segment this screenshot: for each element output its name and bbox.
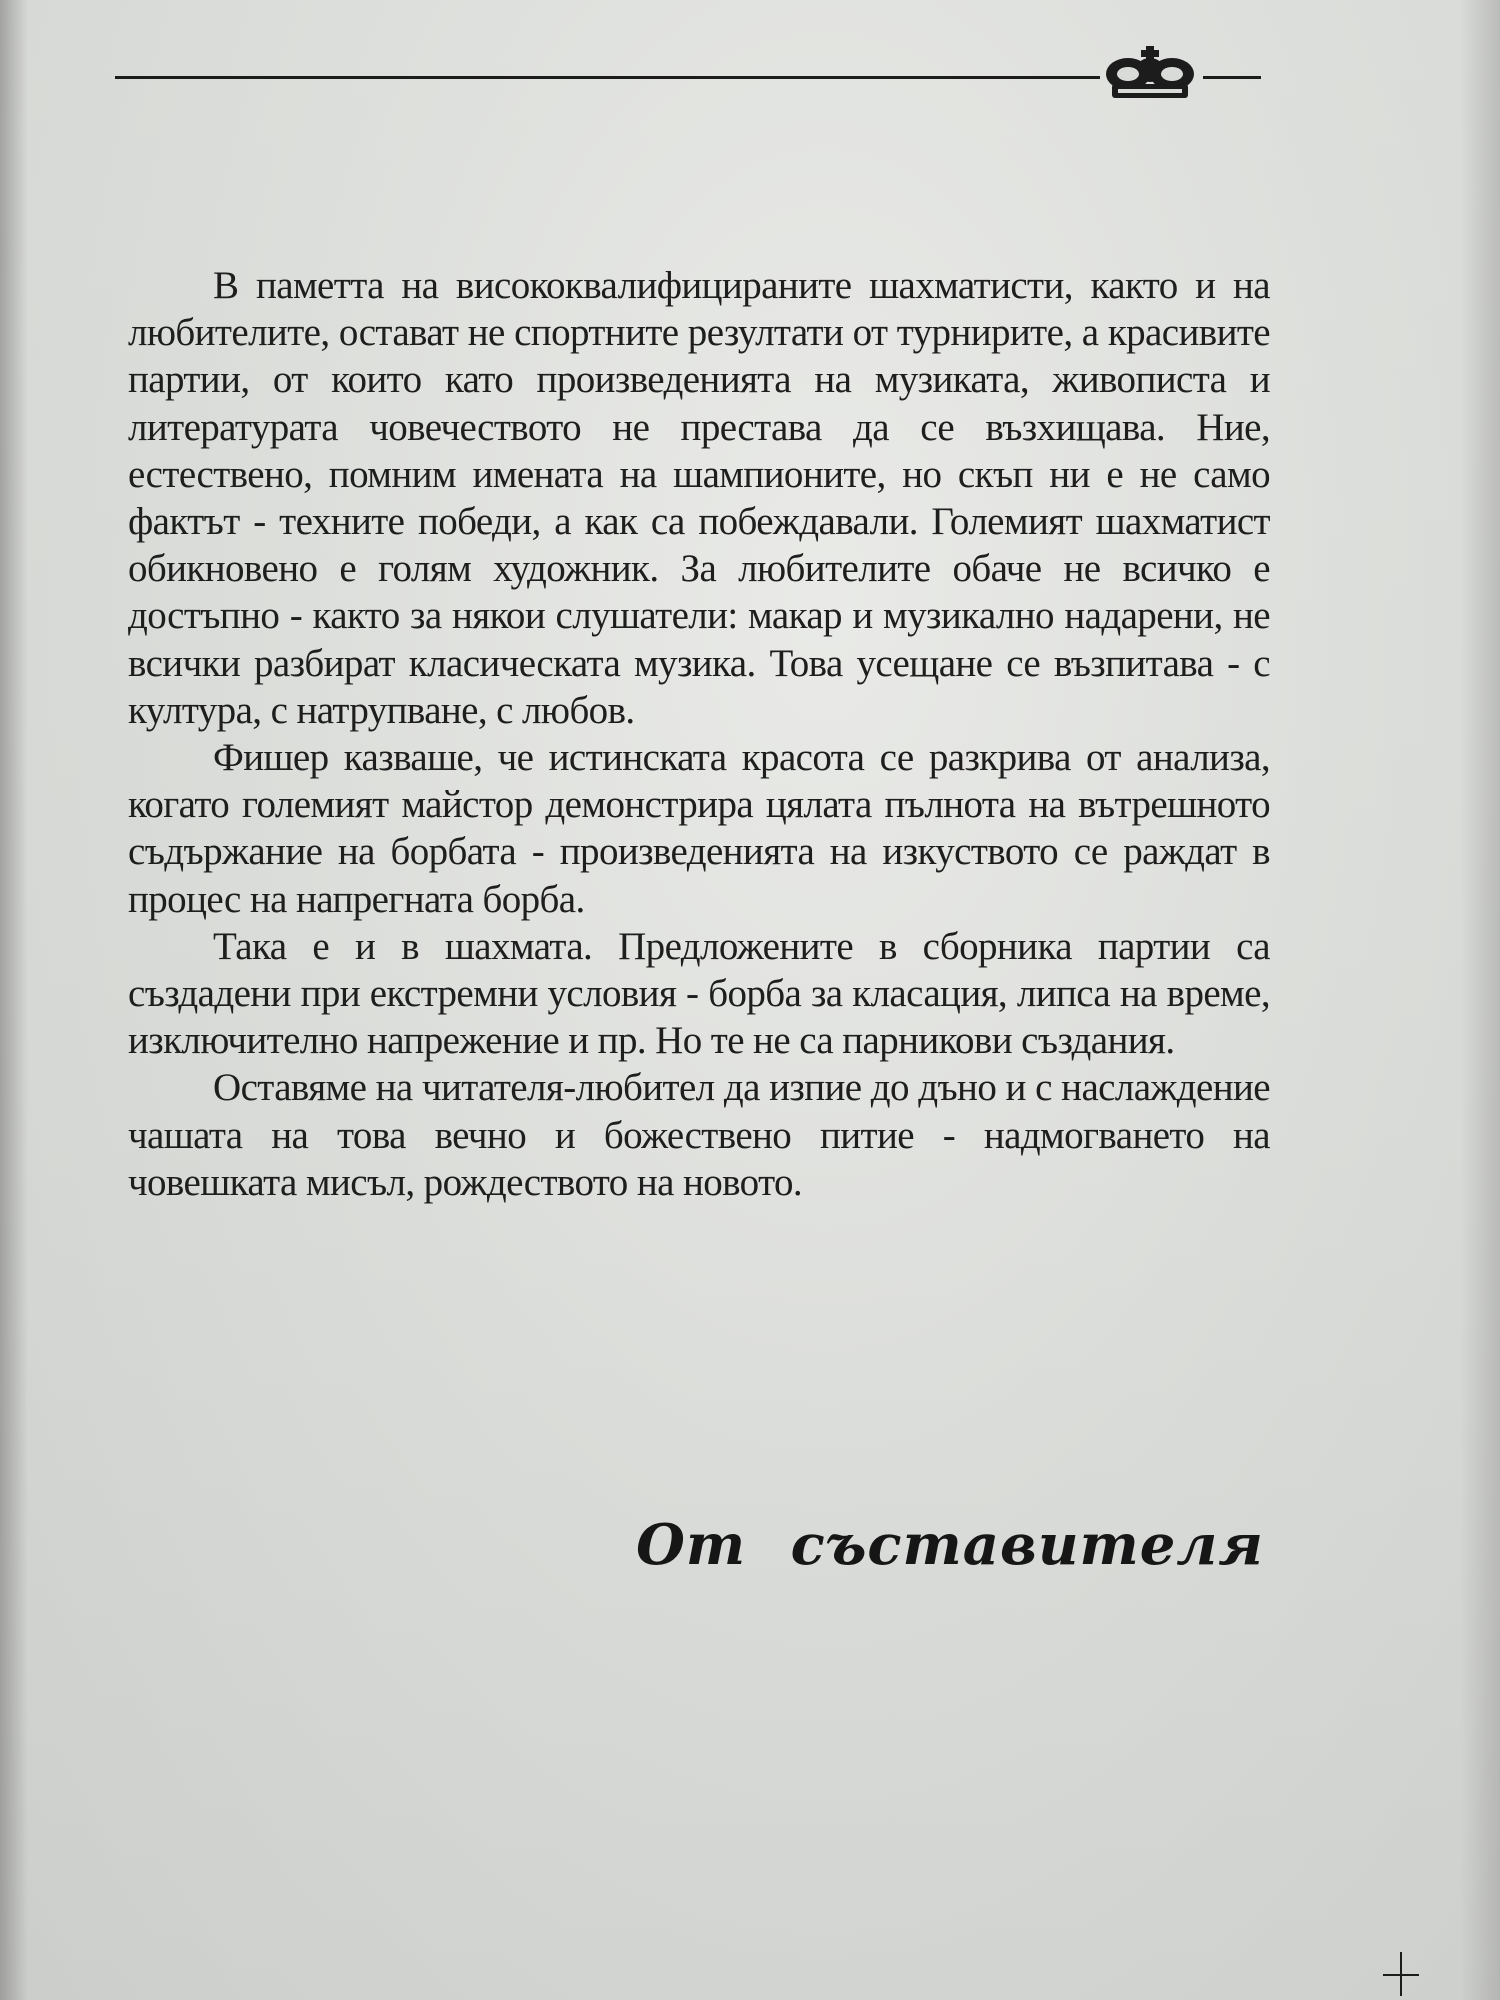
header-rule-right: [1203, 76, 1261, 79]
paragraph: Фишер казваше, че истинската красота се разкрива от анализа, когато големият майстор демонстрира цялата пълнота на вътрешното съдържание на борбата - произведенията на изкуството се раждат в процес на напрегната борба.: [128, 736, 1270, 921]
chess-crown-icon: [1098, 46, 1202, 102]
crop-mark-icon: [1383, 1952, 1419, 1996]
paragraph: В паметта на висококвалифицираните шахматисти, както и на любителите, остават не спортните резултати от турнирите, а красивите партии, от които като произведенията на музиката, живописта и литературата човечеството не престава да се възхищава. Ние, естествено, помним имената на шампионите, но скъп ни е не само фактът - техните победи, а как са побеждавали. Големият шахматист обикновено е голям художник. За любителите обаче не всичко е достъпно - както за някои слушатели: макар и музикално надарени, не всички разбират класическата музика. Това усещане се възпитава - с култура, с натрупване, с любов.: [128, 264, 1270, 732]
signature: От съставителя: [636, 1512, 1264, 1578]
paragraph: Оставяме на читателя-любител да изпие до дъно и с наслаждение чашата на това вечно и божествено питие - надмогването на човешката мисъл, рождеството на новото.: [128, 1066, 1270, 1204]
body-text: [128, 262, 1270, 1206]
header-rule-left: [115, 76, 1100, 79]
paragraph: Така е и в шахмата. Предложените в сборника партии са създадени при екстремни условия - борба за класация, липса на време, изключително напрежение и пр. Но те не са парникови създания.: [128, 924, 1270, 1063]
